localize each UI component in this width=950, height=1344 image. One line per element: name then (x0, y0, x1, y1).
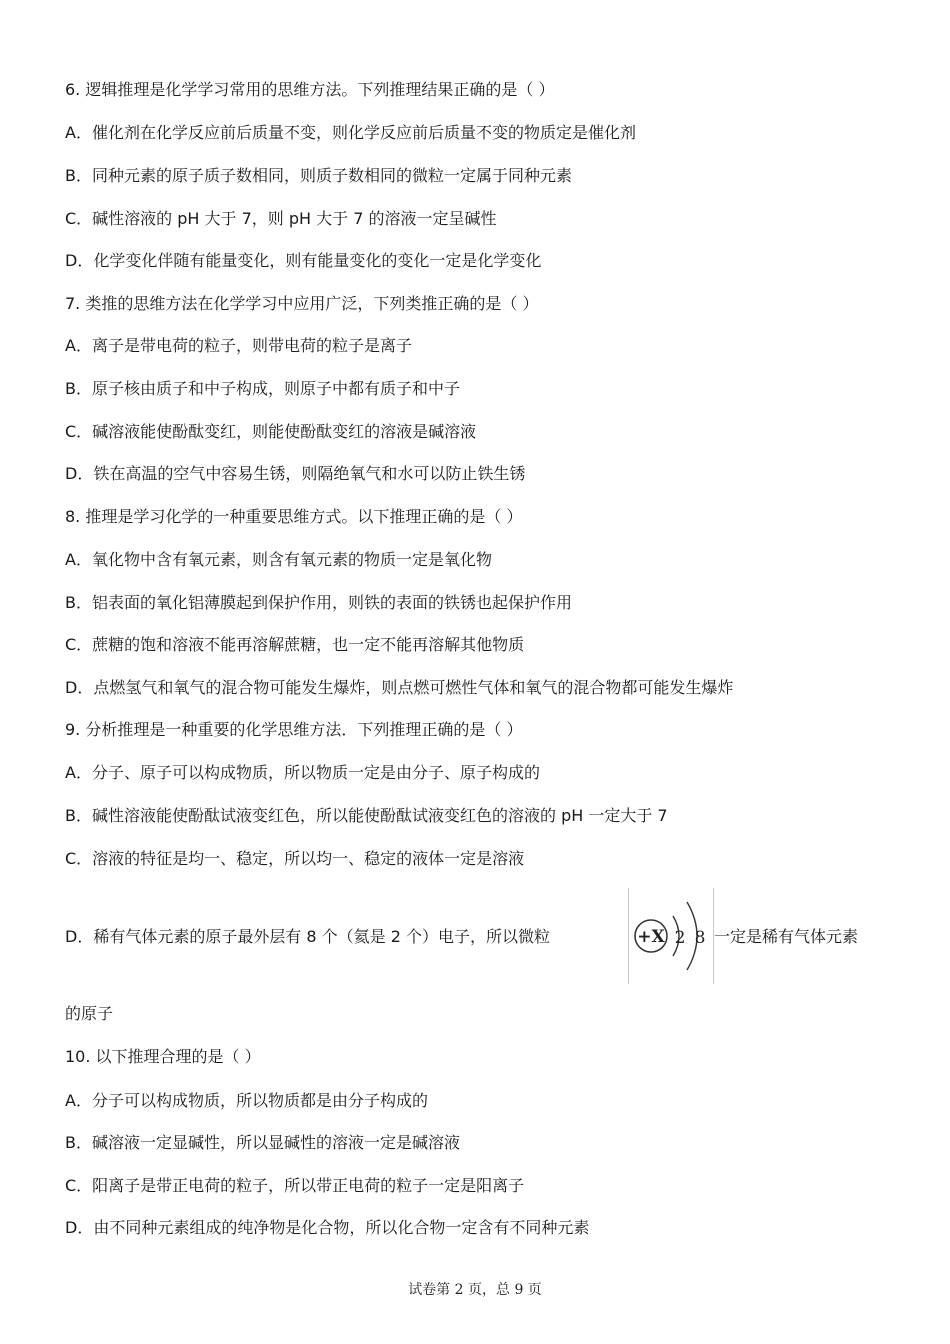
nucleus-label: +X (637, 927, 665, 947)
shell-1-count: 2 (674, 928, 686, 948)
q8-option-d: D．点燃氢气和氧气的混合物可能发生爆炸，则点燃可燃性气体和氧气的混合物都可能发生爆炸 (65, 678, 734, 697)
q10-stem: 10. 以下推理合理的是（ ） (65, 1047, 261, 1066)
q9-option-d-tail: 一定是稀有气体元素 (714, 927, 859, 946)
q6-option-a: A．催化剂在化学反应前后质量不变，则化学反应前后质量不变的物质定是催化剂 (65, 123, 636, 142)
q9-option-a: A．分子、原子可以构成物质，所以物质一定是由分子、原子构成的 (65, 763, 540, 782)
q7-option-c: C．碱溶液能使酚酞变红，则能使酚酞变红的溶液是碱溶液 (65, 422, 477, 441)
shell-2-count: 8 (694, 928, 706, 948)
q10-option-a: A．分子可以构成物质，所以物质都是由分子构成的 (65, 1091, 428, 1110)
q9-option-c: C．溶液的特征是均一、稳定，所以均一、稳定的液体一定是溶液 (65, 849, 525, 868)
q9-stem: 9. 分析推理是一种重要的化学思维方法．下列推理正确的是（ ） (65, 720, 523, 739)
page-footer: 试卷第 2 页，总 9 页 (408, 1282, 542, 1298)
q6-stem: 6. 逻辑推理是化学学习常用的思维方法。下列推理结果正确的是（ ） (65, 80, 555, 99)
q10-option-d: D．由不同种元素组成的纯净物是化合物，所以化合物一定含有不同种元素 (65, 1218, 590, 1237)
atom-structure-svg (629, 888, 713, 984)
q6-option-b: B．同种元素的原子质子数相同，则质子数相同的微粒一定属于同种元素 (65, 166, 572, 185)
q10-option-c: C．阳离子是带正电荷的粒子，所以带正电荷的粒子一定是阳离子 (65, 1176, 525, 1195)
q9-option-d: D．稀有气体元素的原子最外层有 8 个（氦是 2 个）电子，所以微粒 (65, 927, 551, 946)
q8-option-b: B．铝表面的氧化铝薄膜起到保护作用，则铁的表面的铁锈也起保护作用 (65, 593, 572, 612)
q10-option-b: B．碱溶液一定显碱性，所以显碱性的溶液一定是碱溶液 (65, 1133, 460, 1152)
atom-structure-diagram (628, 888, 714, 984)
q7-option-b: B．原子核由质子和中子构成，则原子中都有质子和中子 (65, 379, 460, 398)
q7-option-d: D．铁在高温的空气中容易生锈，则隔绝氧气和水可以防止铁生锈 (65, 464, 526, 483)
q9-option-d-cont: 的原子 (65, 1004, 114, 1023)
q8-stem: 8. 推理是学习化学的一种重要思维方式。以下推理正确的是（ ） (65, 507, 523, 526)
q7-stem: 7. 类推的思维方法在化学学习中应用广泛，下列类推正确的是（ ） (65, 294, 539, 313)
q6-option-c: C．碱性溶液的 pH 大于 7，则 pH 大于 7 的溶液一定呈碱性 (65, 209, 497, 228)
q8-option-c: C．蔗糖的饱和溶液不能再溶解蔗糖，也一定不能再溶解其他物质 (65, 635, 525, 654)
q6-option-d: D．化学变化伴随有能量变化，则有能量变化的变化一定是化学变化 (65, 251, 542, 270)
q7-option-a: A．离子是带电荷的粒子，则带电荷的粒子是离子 (65, 336, 412, 355)
q8-option-a: A．氧化物中含有氧元素，则含有氧元素的物质一定是氧化物 (65, 550, 492, 569)
q9-option-b: B．碱性溶液能使酚酞试液变红色，所以能使酚酞试液变红色的溶液的 pH 一定大于 7 (65, 806, 668, 825)
